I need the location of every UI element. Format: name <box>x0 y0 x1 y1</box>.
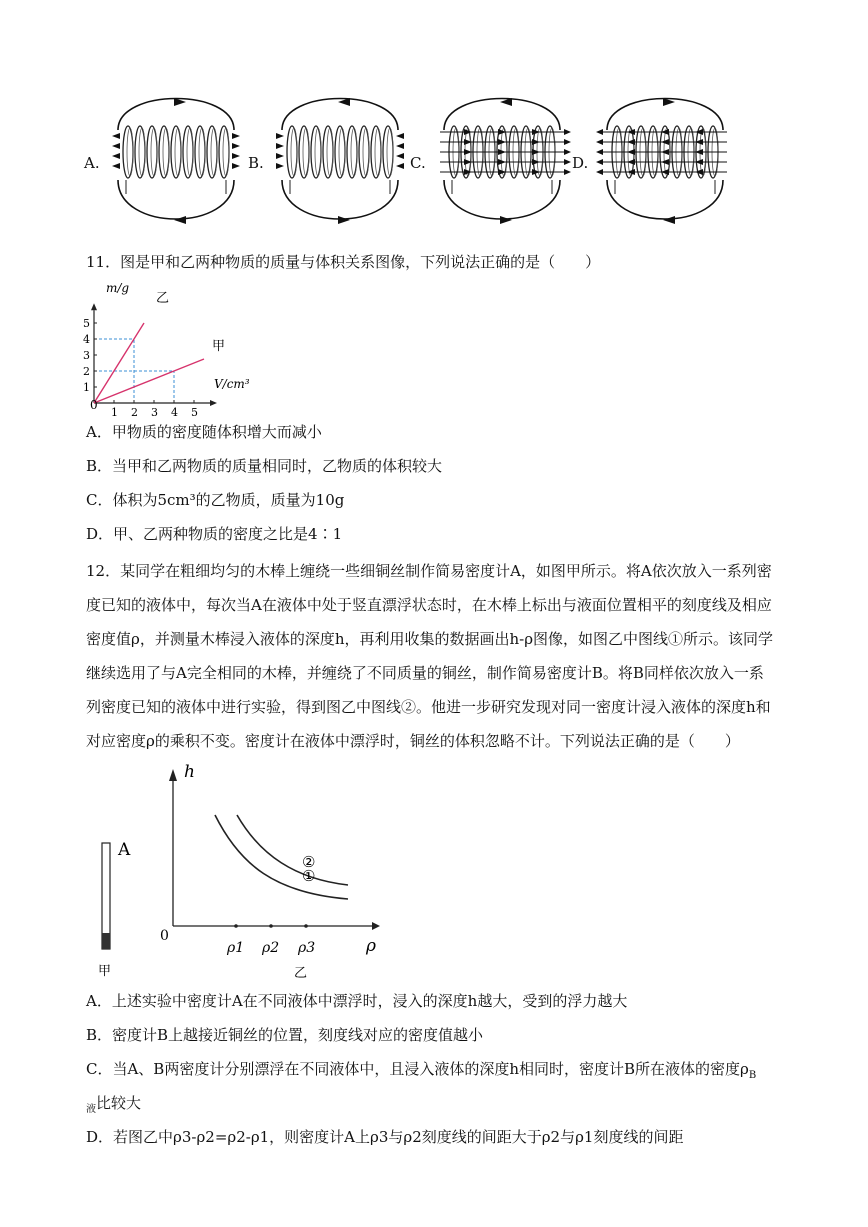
solenoid-D <box>596 98 727 224</box>
tick-rho1: ρ1 <box>227 940 245 956</box>
q12-stem-line-3: 密度值ρ，并测量木棒浸入液体的深度h，再利用收集的数据画出h-ρ图像，如图乙中图线①所示。该同学 <box>86 630 774 648</box>
q12-option-a: A．上述实验中密度计A在不同液体中漂浮时，浸入的深度h越大，受到的浮力越大 <box>86 992 628 1010</box>
y-axis-arrow <box>91 303 97 310</box>
option-a-label: A. <box>84 154 100 172</box>
q11-option-a: A．甲物质的密度随体积增大而减小 <box>86 423 322 441</box>
curve-label-1: ① <box>302 867 316 885</box>
series-line-yi <box>94 323 144 403</box>
x-tick-label: 3 <box>151 406 158 418</box>
y-tick-label: 2 <box>83 365 90 378</box>
q12-option-b: B．密度计B上越接近铜丝的位置，刻度线对应的密度值越小 <box>86 1026 484 1044</box>
q11-option-c: C．体积为5cm³的乙物质，质量为10g <box>86 491 345 509</box>
q11-option-d: D．甲、乙两种物质的密度之比是4∶1 <box>86 525 343 543</box>
h-axis-label: h <box>184 762 195 782</box>
curve-2 <box>237 815 348 885</box>
series-label-jia: 甲 <box>212 339 226 354</box>
rod-label: A <box>118 840 131 860</box>
curve-label-2: ② <box>302 853 316 871</box>
q12-stem-line-2: 度已知的液体中，每次当A在液体中处于竖直漂浮状态时，在木棒上标出与液面位置相平的刻度线及相应 <box>86 596 772 614</box>
curve-1 <box>215 815 348 899</box>
q12-option-c-line-1 <box>86 1058 756 1081</box>
solenoid-A <box>112 98 240 224</box>
q12-option-d: D．若图乙中ρ3-ρ2=ρ2-ρ1，则密度计A上ρ3与ρ2刻度线的间距大于ρ2与ρ1刻度线的间距 <box>86 1128 684 1146</box>
density-meter-figure <box>80 755 400 980</box>
q11-stem: 11．图是甲和乙两种物质的质量与体积关系图像，下列说法正确的是（ ） <box>86 253 601 271</box>
q11-option-b: B．当甲和乙两物质的质量相同时，乙物质的体积较大 <box>86 457 443 475</box>
x-tick-label: 2 <box>131 406 138 418</box>
rho-axis-label: ρ <box>366 936 376 956</box>
density-rod <box>102 843 110 949</box>
q12-stem-line-6: 对应密度ρ的乘积不变。密度计在液体中漂浮时，铜丝的体积忽略不计。下列说法正确的是（ ） <box>86 732 740 750</box>
q12-option-c-text: C．当A、B两密度计分别漂浮在不同液体中，且浸入液体的深度h相同时，密度计B所在液体的密度ρ <box>86 1060 749 1078</box>
y-tick-label: 5 <box>83 317 90 330</box>
q12-stem-line-4: 继续选用了与A完全相同的木棒，并缠绕了不同质量的铜丝，制作简易密度计B。将B同样依次放入一系 <box>86 664 764 682</box>
q12-option-c-line-2 <box>86 1092 141 1115</box>
graph-origin: 0 <box>160 928 169 944</box>
graph-caption: 乙 <box>294 966 308 980</box>
option-b-label: B. <box>248 154 264 172</box>
series-line-jia <box>94 359 204 403</box>
tick-rho3: ρ3 <box>298 940 316 956</box>
q12-option-c-text-2: 比较大 <box>96 1094 142 1112</box>
solenoid-B <box>276 98 404 224</box>
q12-option-c-subscript: B <box>748 1070 757 1081</box>
rod-caption: 甲 <box>98 964 112 979</box>
option-d-label: D. <box>572 154 589 172</box>
y-axis-label: m/g <box>106 281 130 295</box>
x-axis-arrow <box>210 400 217 406</box>
option-c-label: C. <box>410 154 426 172</box>
q12-option-c-subscript-2: 液 <box>86 1104 96 1115</box>
solenoid-figures <box>0 0 868 240</box>
x-tick-label: 1 <box>111 406 118 418</box>
solenoid-C <box>440 98 571 224</box>
x-tick-label: 4 <box>171 406 178 418</box>
mass-volume-chart <box>80 278 250 418</box>
q12-stem-line-1: 12．某同学在粗细均匀的木棒上缠绕一些细铜丝制作简易密度计A，如图甲所示。将A依次放入一系列密 <box>86 562 772 580</box>
series-label-yi: 乙 <box>156 291 170 306</box>
q12-stem-line-5: 列密度已知的液体中进行实验，得到图乙中图线②。他进一步研究发现对同一密度计浸入液体的深度h和 <box>86 698 771 716</box>
y-tick-label: 3 <box>83 349 90 362</box>
origin-label: 0 <box>90 398 98 412</box>
tick-rho2: ρ2 <box>262 940 280 956</box>
y-tick-label: 1 <box>83 381 90 394</box>
y-tick-label: 4 <box>83 333 90 346</box>
x-axis-label: V/cm³ <box>214 377 250 391</box>
x-tick-label: 5 <box>191 406 198 418</box>
